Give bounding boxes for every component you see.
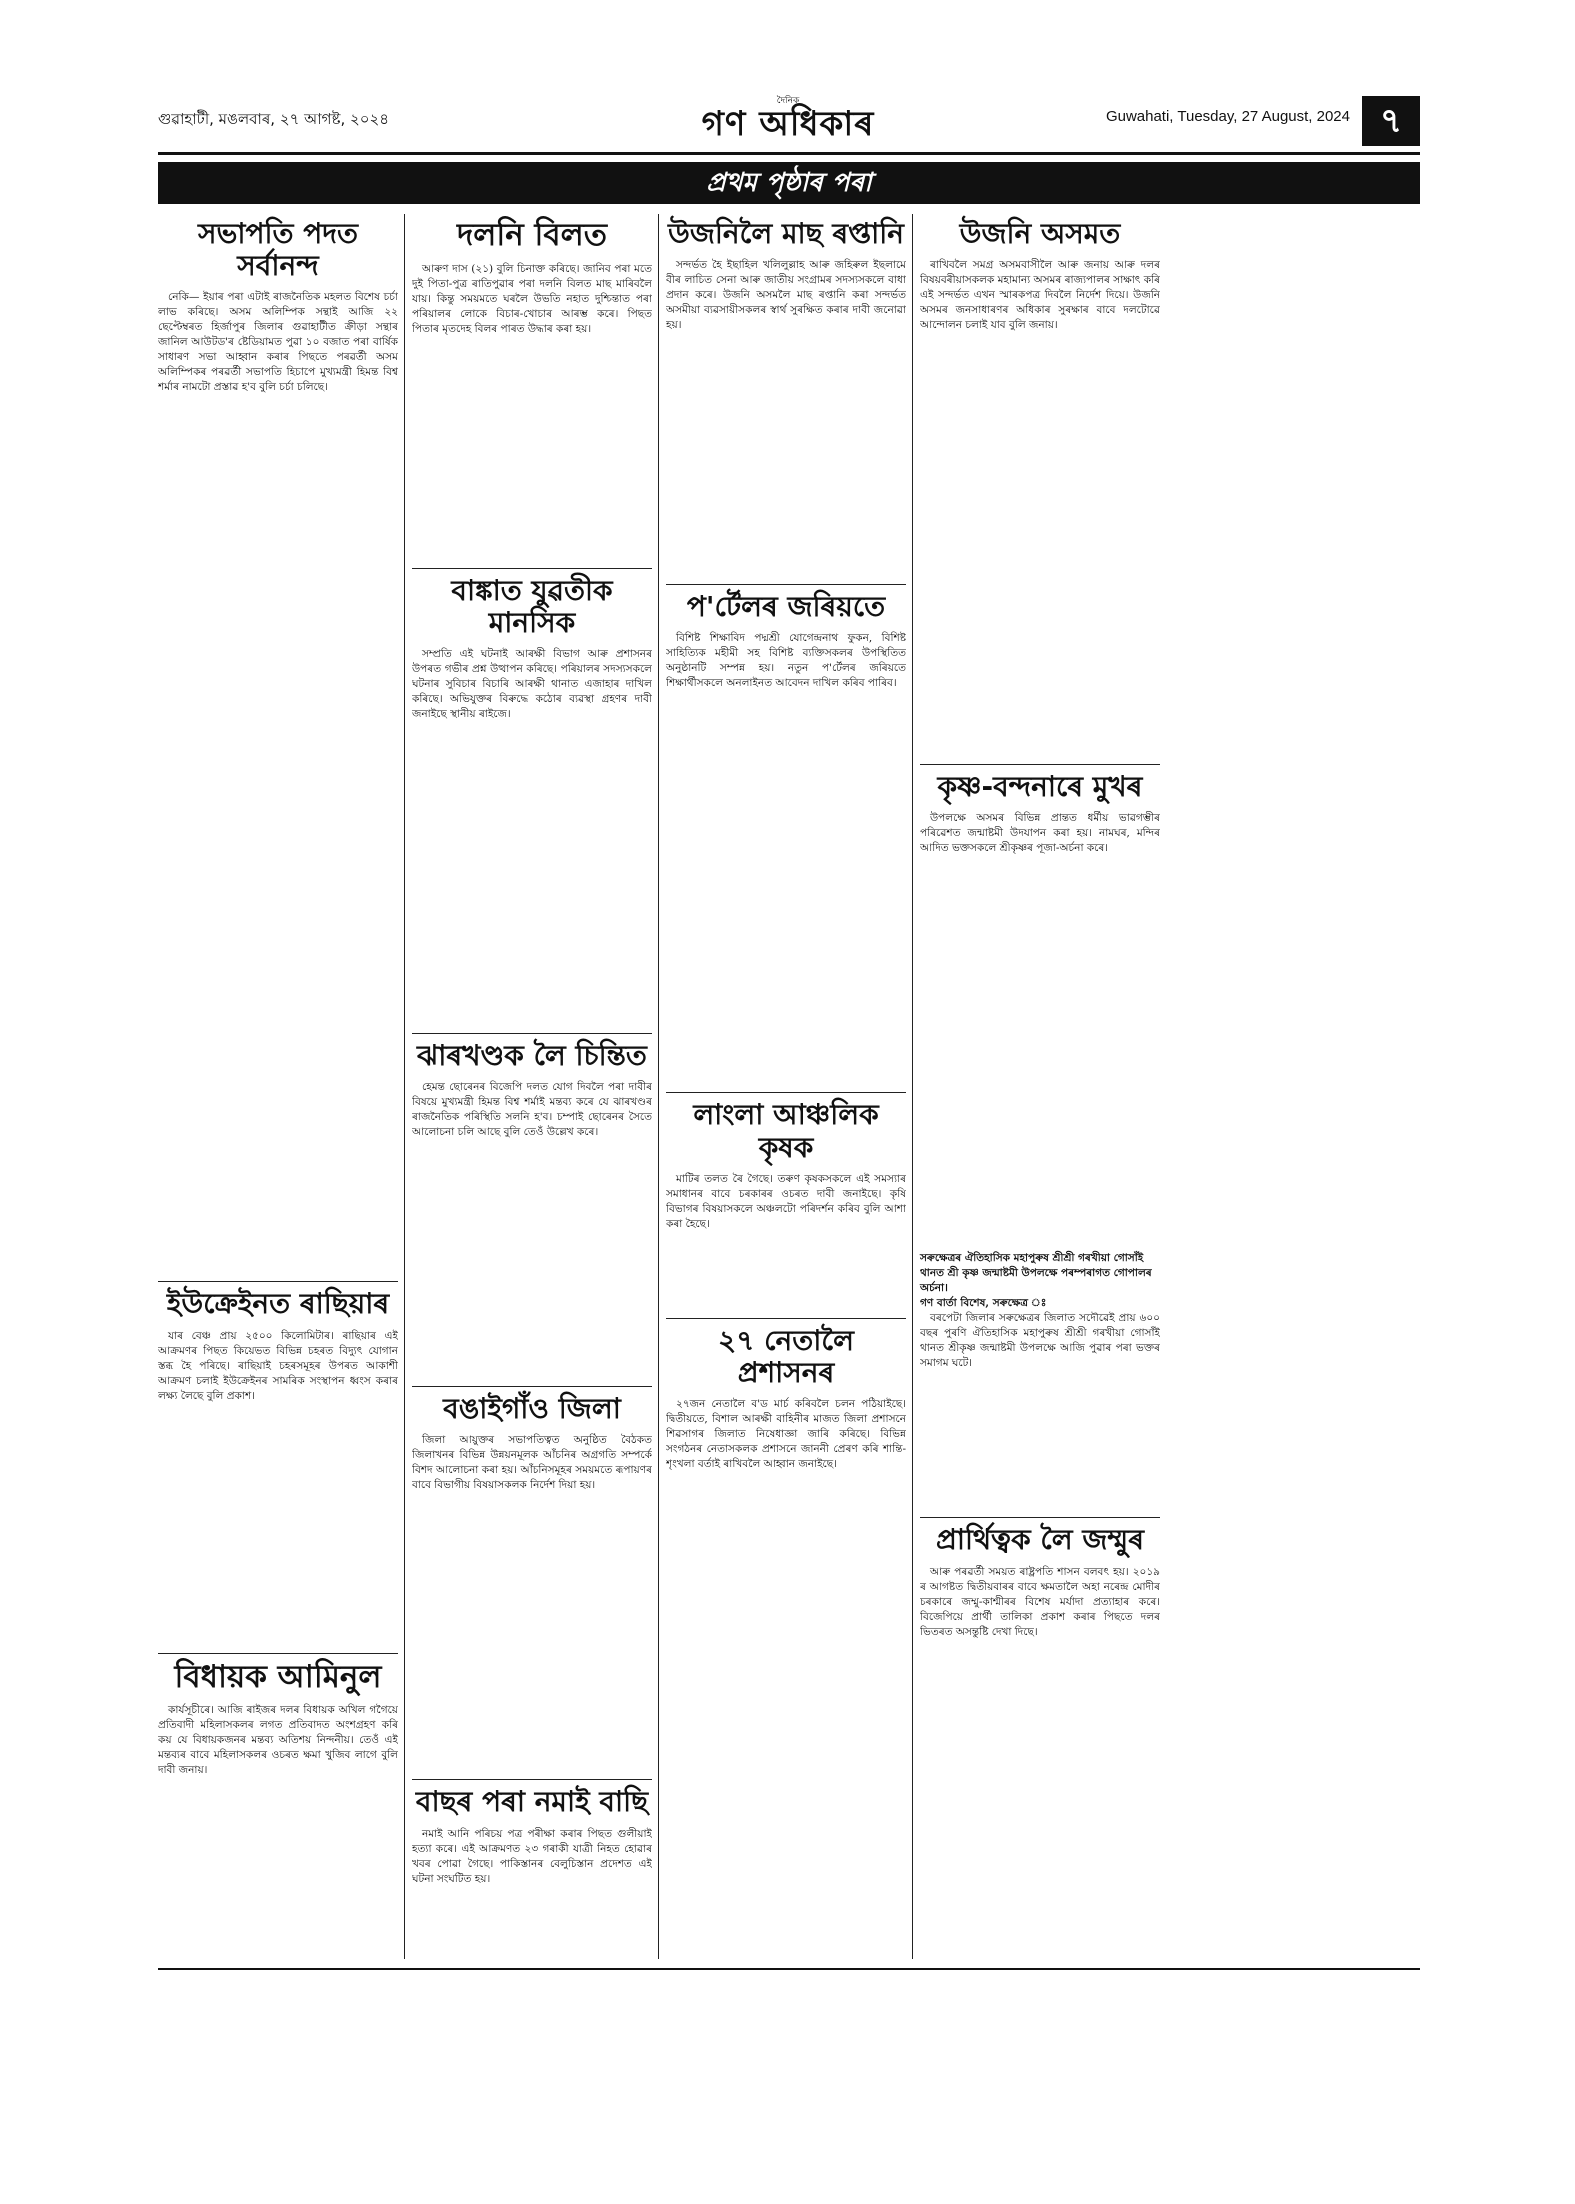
divider	[412, 568, 652, 569]
headline-upper-assam[interactable]: উজনি অসমত	[959, 217, 1121, 250]
dateline-english: Guwahati, Tuesday, 27 August, 2024	[1105, 108, 1350, 125]
article-portal	[666, 631, 906, 1086]
headline-portal[interactable]: প'ৰ্টেলৰ জৰিয়তে	[686, 590, 886, 624]
article-bongaigaon	[412, 1433, 652, 1773]
section-banner: প্ৰথম পৃষ্ঠাৰ পৰা	[158, 162, 1420, 204]
article-text: যাৰ বেঞ্চ প্ৰায় ২৫০০ কিলোমিটাৰ। ৰাছিয়াৰ এই আক্ৰমণৰ পিছত কিয়েভত বিভিন্ন চহৰত বিদ্যুৎ যোগান স্তব্ধ হৈ পৰিছে। ৰাছিয়াই চহৰসমূহৰ উপৰত আকাশী আক্ৰমণ চলাই ইউক্ৰেইনৰ সামৰিক সংস্থাপন ধ্বংস কৰাৰ লক্ষ্য লৈছে বুলি প্ৰকাশ।	[158, 1329, 398, 1402]
article-text: ২৭জন নেতালৈ ব'ড মাৰ্চ কৰিবলৈ চলন পঠিয়াইছে। দ্বিতীয়তে, বিশাল আৰক্ষী বাহিনীৰ মাজত জিলা প্ৰশাসনে শিৱসাগৰ জিলাত নিষেধাজ্ঞা জাৰি কৰিছে। বিভিন্ন সংগঠনৰ নেতাসকলক প্ৰশাসনে জাননী প্ৰেৰণ কৰি শান্তি-শৃংখলা বৰ্তাই ৰাখিবলৈ আহ্বান জনাইছে।	[666, 1398, 906, 1471]
article-text: বৰপেটা জিলাৰ সৰুক্ষেত্ৰৰ জিলাত সদৌৱেই প্ৰায় ৬০০ বছৰ পুৰণি ঐতিহাসিক মহাপুৰুষ শ্ৰীশ্ৰী গৰখীয়া গোসাঁই থানত শ্ৰীকৃষ্ণ জন্মাষ্টমী উপলক্ষে আজি পুৱাৰ পৰা ভক্তৰ সমাগম ঘটে।	[920, 1312, 1160, 1370]
divider	[666, 1318, 906, 1319]
article-jharkhand	[412, 1080, 652, 1380]
article-legislator	[158, 1703, 398, 1986]
photo-caption: সৰুক্ষেত্ৰৰ ঐতিহাসিক মহাপুৰুষ শ্ৰীশ্ৰী গৰখীয়া গোসাঁই থানত শ্ৰী কৃষ্ণ জন্মাষ্টমী উপলক্ষে পৰম্পৰাগত গোপালৰ অৰ্চনা।	[920, 1252, 1152, 1295]
logo-wordmark: গণ অধিকাৰ	[701, 104, 875, 144]
divider	[412, 1033, 652, 1034]
column-rule	[912, 214, 913, 1959]
article-text: জিলা আয়ুক্তৰ সভাপতিত্বত অনুষ্ঠিত বৈঠকত জিলাখনৰ বিভিন্ন উন্নয়নমূলক আঁচনিৰ অগ্ৰগতি সম্পৰ্কে বিশদ আলোচনা কৰা হয়। আঁচনিসমূহৰ সময়মতে ৰূপায়ণৰ বাবে বিভাগীয় বিষয়াসকলক নিৰ্দেশ দিয়া হয়।	[412, 1434, 652, 1492]
article-text: নেকি— ইয়াৰ পৰা এটাই ৰাজনৈতিক মহলত বিশেষ চৰ্চা লাভ কৰিছে। অসম অলিম্পিক সন্থাই আজি ২২ ছেপ্টেম্বৰত হিৰ্জাপুৰ জিলাৰ গুৱাহাটীত ক্ৰীড়া সন্থাৰ জানিল আউটড'ৰ ষ্টেডিয়ামত পুৱা ১০ বজাত পৰা বাৰ্ষিক সাধাৰণ সভা আহ্বান কৰাৰ পিছতে পৰৱৰ্তী অসম অলিম্পিকৰ পৰৱৰ্তী সভাপতি হিচাপে মুখ্যমন্ত্ৰী হিমন্ত বিশ্ব শৰ্মাৰ নামটো প্ৰস্তাৱ হ'ব বুলি চৰ্চা চলিছে।	[158, 291, 398, 394]
article-text: মাটিৰ তলত ৰৈ গৈছে। তৰুণ কৃষকসকলে এই সমস্যাৰ সমাধানৰ বাবে চৰকাৰৰ ওচৰত দাবী জনাইছে। কৃষি বিভাগৰ বিষয়াসকলে অঞ্চলটো পৰিদৰ্শন কৰিব বুলি আশা কৰা হৈছে।	[666, 1172, 906, 1230]
article-fish	[666, 258, 906, 578]
headline-dalani[interactable]: দলনি বিলত	[456, 217, 608, 253]
article-text: সম্প্ৰতি এই ঘটনাই আৰক্ষী বিভাগ আৰু প্ৰশাসনৰ উপৰত গভীৰ প্ৰশ্ন উত্থাপন কৰিছে। পৰিয়ালৰ সদস্যসকলে ঘটনাৰ সুবিচাৰ বিচাৰি আৰক্ষী থানাত এজাহাৰ দাখিল কৰিছে। অভিযুক্তৰ বিৰুদ্ধে কঠোৰ ব্যৱস্থা গ্ৰহণৰ দাবী জনাইছে স্থানীয় ৰাইজে।	[412, 648, 652, 721]
article-text: উপলক্ষে অসমৰ বিভিন্ন প্ৰান্তত ধৰ্মীয় ভাৱগম্ভীৰ পৰিৱেশত জন্মাষ্টমী উদযাপন কৰা হয়। নামঘৰ, মন্দিৰ আদিত ভক্তসকলে শ্ৰীকৃষ্ণৰ পূজা-অৰ্চনা কৰে।	[920, 812, 1160, 855]
byline: গণ বাৰ্তা বিশেষ, সৰুক্ষেত্ৰ ঃ	[920, 1297, 1047, 1310]
article-bus	[412, 1827, 652, 1987]
article-ukraine	[158, 1329, 398, 1647]
headline-farmer[interactable]: লাংলা আঞ্চলিক কৃষক	[693, 1098, 879, 1164]
headline-jammu[interactable]: প্ৰাৰ্থিত্বক লৈ জম্মুৰ	[936, 1523, 1144, 1557]
divider	[920, 1517, 1160, 1518]
footer-rule	[158, 1968, 1420, 1970]
divider	[666, 1092, 906, 1093]
column-1	[158, 214, 398, 1986]
article-text: বিশিষ্ট শিক্ষাবিদ পদ্মশ্ৰী যোগেন্দ্ৰনাথ ফুকন, বিশিষ্ট সাহিত্যিক মহীমী সহ বিশিষ্ট ব্যক্তিসকলৰ উপস্থিতিত অনুষ্ঠানটি সম্পন্ন হয়। নতুন প'ৰ্টেলৰ জৰিয়তে শিক্ষাৰ্থীসকলে অনলাইনত আবেদন দাখিল কৰিব পাৰিব।	[666, 632, 906, 690]
article-text: হেমন্ত ছোৰেনৰ বিজেপি দলত যোগ দিবলৈ পৰা দাবীৰ বিষয়ে মুখ্যমন্ত্ৰী হিমন্ত বিশ্ব শৰ্মাই মন্তব্য কৰে যে ঝাৰখণ্ডৰ ৰাজনৈতিক পৰিস্থিতি সলনি হ'ব। চম্পাই ছোৰেনৰ সৈতে আলোচনা চলি আছে বুলি তেওঁ উল্লেখ কৰে।	[412, 1081, 652, 1139]
divider	[412, 1779, 652, 1780]
article-upper-assam	[920, 258, 1160, 758]
article-text: আৰুণ দাস (২১) বুলি চিনাক্ত কৰিছে। জানিব পৰা মতে দুই পিতা-পুত্ৰ ৰাতিপুৱাৰ পৰা দলনি বিলত মাছ মাৰিবলৈ যায়। কিন্তু সময়মতে ঘৰলৈ উভতি নহাত দুশ্চিন্তাত পৰা পৰিয়ালৰ লোকে বিচাৰ-খোচাৰ আৰম্ভ কৰে। পিছত পিতাৰ মৃতদেহ বিলৰ পাৰত উদ্ধাৰ কৰা হয়।	[412, 262, 652, 335]
column-3	[666, 214, 906, 1987]
masthead-rule	[158, 152, 1420, 155]
divider	[412, 1386, 652, 1387]
headline-legislator[interactable]: বিধায়ক আমিনুল	[174, 1658, 382, 1695]
article-sarukshetra	[920, 1311, 1160, 1511]
newspaper-logo[interactable]	[638, 96, 938, 146]
article-dalani	[412, 262, 652, 562]
masthead	[158, 96, 1420, 154]
article-president	[158, 290, 398, 1275]
headline-ukraine[interactable]: ইউক্ৰেইনত ৰাছিয়াৰ	[166, 1287, 390, 1321]
column-2	[412, 214, 652, 1987]
divider	[158, 1653, 398, 1654]
article-text: কাৰ্যসূচীৰে। আজি ৰাইজৰ দলৰ বিধায়ক অখিল গগৈয়ে প্ৰতিবাদী মহিলাসকলৰ লগত প্ৰতিবাদত অংশগ্ৰহণ কৰি কয় যে বিধায়কজনৰ মন্তব্য অতিশয় নিন্দনীয়। তেওঁ এই মন্তব্যৰ বাবে মহিলাসকলৰ ওচৰত ক্ষমা খুজিব লাগে বুলি দাবী জনায়।	[158, 1704, 398, 1777]
headline-jharkhand[interactable]: ঝাৰখণ্ডক লৈ চিন্তিত	[417, 1039, 647, 1073]
article-text: আৰু পৰৱৰ্তী সময়ত ৰাষ্ট্ৰপতি শাসন বলবৎ হয়। ২০১৯ ৰ আগষ্টত দ্বিতীয়বাৰৰ বাবে ক্ষমতালৈ অহা নৰেন্দ্ৰ মোদীৰ চৰকাৰে জম্মু-কাশ্মীৰৰ বিশেষ মৰ্যাদা প্ৰত্যাহাৰ কৰে। বিজেপিয়ে প্ৰাৰ্থী তালিকা প্ৰকাশ কৰাৰ পিছতে দলৰ ভিতৰত অসন্তুষ্টি দেখা দিছে।	[920, 1565, 1160, 1638]
headline-bus[interactable]: বাছৰ পৰা নমাই বাছি	[415, 1785, 649, 1819]
page-number: ৭	[1362, 96, 1420, 146]
logo-tagline: দৈনিক	[776, 96, 800, 106]
article-farmer	[666, 1172, 906, 1312]
divider	[920, 764, 1160, 765]
article-text: ৰাখিবলৈ সমগ্ৰ অসমবাসীলৈ আৰু জনায় আৰু দলৰ বিষয়বৰীয়াসকলক মহামান্য অসমৰ ৰাজ্যপালৰ সাক্ষাৎ কৰি এই সন্দৰ্ভত এখন স্মাৰকপত্ৰ দিবলৈ নিৰ্দেশ দিয়ে। উজনি অসমৰ জনসাধাৰণৰ অধিকাৰ সুৰক্ষাৰ বাবে দলটোৱে আন্দোলন চলাই যাব বুলি জনায়।	[920, 259, 1160, 332]
headline-27-leaders[interactable]: ২৭ নেতালৈ প্ৰশাসনৰ	[718, 1323, 854, 1389]
article-text: নমাই আনি পৰিচয় পত্ৰ পৰীক্ষা কৰাৰ পিছত গুলীয়াই হত্যা কৰে। এই আক্ৰমণত ২৩ গৰাকী যাত্ৰী নিহত হোৱাৰ খবৰ পোৱা গৈছে। পাকিস্তানৰ বেলুচিস্তান প্ৰদেশত এই ঘটনা সংঘটিত হয়।	[412, 1827, 652, 1885]
dateline-assamese: গুৱাহাটী, মঙলবাৰ, ২৭ আগষ্ট, ২০২৪	[158, 110, 389, 128]
headline-fish[interactable]: উজনিলৈ মাছ ৰপ্তানি	[668, 217, 904, 250]
column-4	[920, 214, 1160, 1865]
headline-banka[interactable]: বাঙ্কাত যুৱতীক মানসিক	[451, 573, 613, 639]
headline-krishna[interactable]: কৃষ্ণ-বন্দনাৰে মুখৰ	[937, 770, 1143, 804]
column-rule	[404, 214, 405, 1959]
divider	[666, 584, 906, 585]
article-27-leaders	[666, 1397, 906, 1987]
column-rule	[658, 214, 659, 1959]
article-jammu	[920, 1565, 1160, 1865]
headline-bongaigaon[interactable]: বঙাইগাঁও জিলা	[443, 1392, 621, 1426]
divider	[158, 1281, 398, 1282]
article-krishna	[920, 811, 1160, 1251]
article-banka	[412, 647, 652, 1027]
headline-president[interactable]: সভাপতি পদত সৰ্বানন্দ	[198, 217, 358, 283]
article-text: সন্দৰ্ভত হৈ ইছাহিল খলিলুল্লাহ আৰু জহিৰুল ইছলামে বীৰ লাচিত সেনা আৰু জাতীয় সংগ্ৰামৰ সদস্যসকলে বাধা প্ৰদান কৰে। উজনি অসমলৈ মাছ ৰপ্তানি কৰা সন্দৰ্ভত অসমীয়া ব্যৱসায়ীসকলৰ স্বাৰ্থ সুৰক্ষিত কৰাৰ দাবী জনোৱা হয়।	[666, 259, 906, 332]
